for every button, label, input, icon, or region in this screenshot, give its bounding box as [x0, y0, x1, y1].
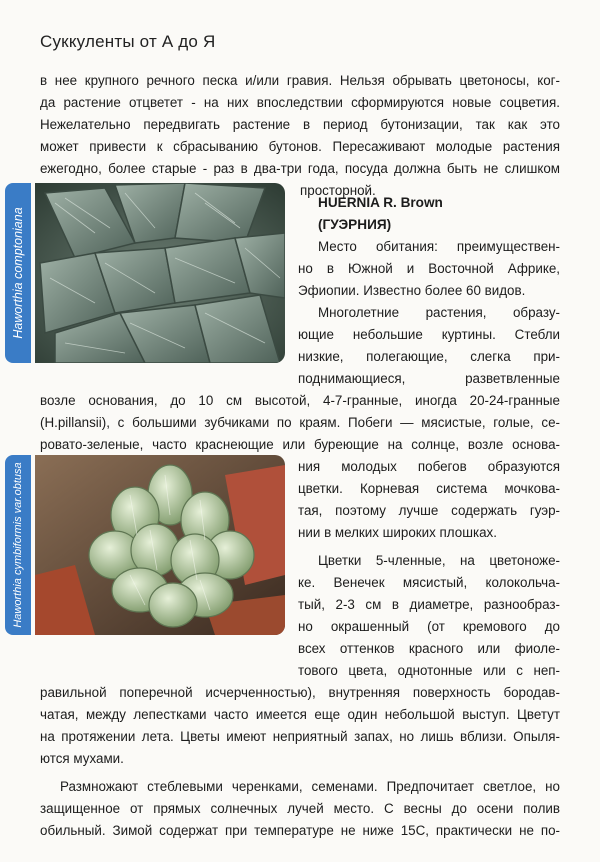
text-line: ния молодых побегов образуются — [298, 459, 560, 474]
caption-bar — [5, 455, 31, 635]
text-line: обильный. Зимой содержат при температуре не ниже 15С, практически не по- — [40, 823, 560, 838]
text-line: (H.pillansii), с большими зубчиками по краям. Побеги — мясистые, голые, се- — [40, 415, 560, 430]
text-line: но в Южной и Восточной Африке, — [298, 261, 560, 276]
photo-haworthia-cymbiformis — [35, 455, 285, 635]
photo-caption: Haworthia comptoniana — [11, 207, 25, 339]
text-line: всех оттенков красного или фиоле- — [298, 641, 560, 656]
text-line: на протяжении лета. Цветы имеют неприятный запах, но лишь вблизи. Опыля- — [40, 729, 560, 744]
text-line: Нежелательно передвигать растение в период бутонизации, так как это — [40, 117, 560, 132]
text-line: ровато-зеленые, часто краснеющие или буреющие на солнце, возле основа- — [40, 437, 560, 452]
text-line: равильной поперечной исчерченностью), внутренняя поверхность бородав- — [40, 685, 560, 700]
text-line: ются мухами. — [40, 751, 124, 766]
text-line: ежегодно, более старые - раз в два-три года, посуда должна быть не слишком — [40, 161, 560, 176]
text-line: защищенное от прямых солнечных лучей место. С весны до осени полив — [40, 801, 560, 816]
section-title: HUERNIA R. Brown — [318, 195, 443, 210]
text-line: может привести к сбрасыванию бутонов. Пересаживают молодые растения — [40, 139, 560, 154]
text-line: просторной. — [300, 183, 376, 198]
text-line: тый, 2-3 см в диаметре, разнообраз- — [298, 597, 560, 612]
caption-bar — [5, 183, 31, 363]
text-line: возле основания, до 10 см высотой, 4-7-гранные, иногда 20-24-гранные — [40, 393, 560, 408]
page-header: Суккуленты от А до Я — [40, 32, 216, 51]
text-line: нии в мелких широких плошках. — [298, 525, 497, 540]
text-line: ющие небольшие куртины. Стебли — [298, 327, 560, 342]
text-line: Место обитания: преимуществен- — [318, 239, 560, 254]
section-title: (ГУЭРНИЯ) — [318, 217, 392, 232]
photo-haworthia-comptoniana — [35, 183, 285, 363]
text-line: тая, поэтому лучше содержать гуэр- — [298, 503, 560, 518]
text-line: низкие, полегающие, слегка при- — [298, 349, 560, 364]
text-line: Цветки 5-членные, на цветоноже- — [318, 553, 560, 568]
text-line: да растение отцветет - на них впоследствии сформируются новые соцветия. — [40, 95, 560, 110]
text-line: Многолетние растения, образу- — [318, 305, 560, 320]
text-line: поднимающиеся, разветвленные — [298, 371, 560, 386]
text-line: цветки. Корневая система мочкова- — [298, 481, 560, 496]
text-line: тового цвета, однотонные или с неп- — [298, 663, 560, 678]
text-line: Эфиопии. Известно более 60 видов. — [298, 283, 526, 298]
text-line: в нее крупного речного песка и/или гравия. Нельзя обрывать цветоносы, ког- — [40, 73, 560, 88]
text-line: чатая, между лепестками часто имеется еще один небольшой выступ. Цветут — [40, 707, 560, 722]
text-line: ке. Венечек мясистый, колокольча- — [298, 575, 560, 590]
photo-caption: Haworthia cymbiformis var.obtusa — [12, 462, 24, 628]
text-line: Размножают стеблевыми черенками, семенами. Предпочитает светлое, но — [60, 779, 560, 794]
text-line: но окрашенный (от кремового до — [298, 619, 560, 634]
